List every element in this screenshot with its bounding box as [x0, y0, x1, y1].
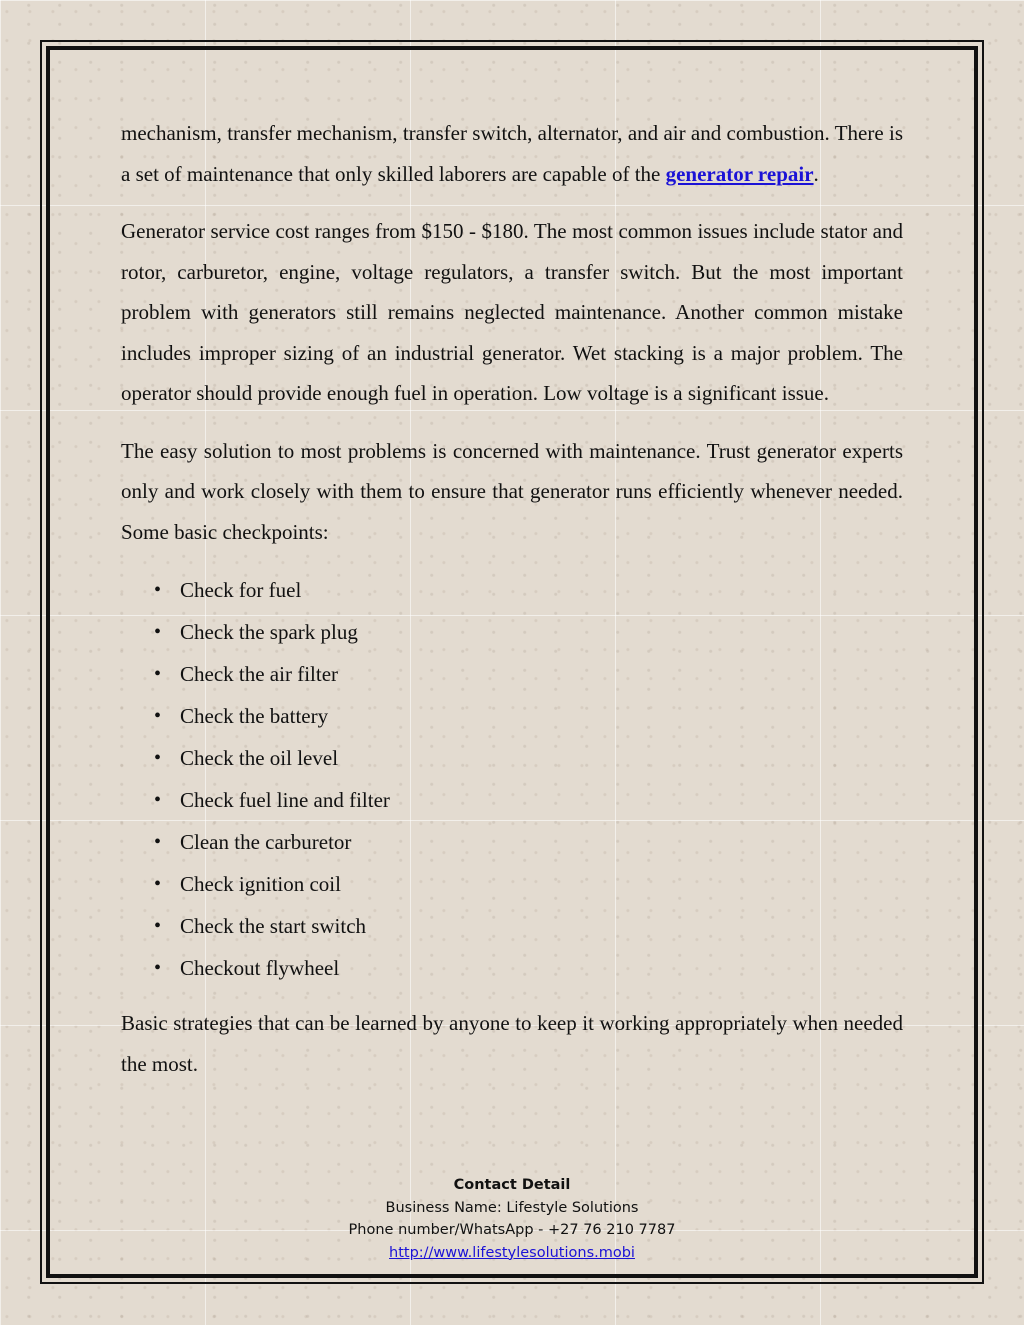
phone-number: Phone number/WhatsApp - +27 76 210 7787: [348, 1222, 676, 1238]
checkpoints-list: [121, 569, 903, 989]
paragraph-1-text: mechanism, transfer mechanism, transfer switch, alternator, and air and combustion. There is a set of maintenance that only skilled laborers are capable of the: [121, 121, 903, 186]
bullet-icon: •: [154, 873, 162, 895]
list-item-label: Check the battery: [180, 704, 329, 728]
list-item: [121, 863, 903, 905]
paragraph-2: Generator service cost ranges from $150 - $180. The most common issues include stator and rotor, carburetor, engine, voltage regulators, a transfer switch. But the most important problem with generators still remains neglected maintenance. Another common mistake includes improper sizing of an industrial generator. Wet stacking is a major problem. The operator should provide enough fuel in operation. Low voltage is a significant issue.: [121, 219, 903, 405]
bullet-icon: •: [154, 579, 162, 601]
list-item: [121, 779, 903, 821]
generator-repair-link[interactable]: generator repair: [665, 161, 814, 186]
list-item-label: Check fuel line and filter: [180, 788, 390, 812]
list-item: [121, 695, 903, 737]
contact-footer: [0, 1174, 1024, 1264]
business-name: Business Name: Lifestyle Solutions: [385, 1199, 639, 1216]
paragraph-4: Basic strategies that can be learned by anyone to keep it working appropriately when needed the most.: [121, 1011, 903, 1076]
website-link[interactable]: http://www.lifestylesolutions.mobi: [389, 1244, 635, 1261]
list-item-label: Check the oil level: [180, 746, 339, 770]
list-item: [121, 569, 903, 611]
list-item-label: Check the start switch: [180, 914, 367, 938]
bullet-icon: •: [154, 747, 162, 769]
contact-title: Contact Detail: [453, 1177, 571, 1193]
bullet-icon: •: [154, 957, 162, 979]
bullet-icon: •: [154, 789, 162, 811]
paragraph-1-end: .: [813, 161, 819, 186]
paragraph-1: [121, 113, 903, 194]
list-item: [121, 737, 903, 779]
bullet-icon: •: [154, 915, 162, 937]
paragraph-3: The easy solution to most problems is concerned with maintenance. Trust generator experts only and work closely with them to ensure that generator runs efficiently whenever needed. Some basic checkpoints:: [121, 438, 903, 544]
list-item: [121, 905, 903, 947]
list-item: [121, 611, 903, 653]
bullet-icon: •: [154, 621, 162, 643]
list-item-label: Check the spark plug: [180, 620, 358, 644]
bullet-icon: •: [154, 705, 162, 727]
list-item-label: Check ignition coil: [180, 872, 341, 896]
bullet-icon: •: [154, 831, 162, 853]
list-item-label: Clean the carburetor: [180, 830, 352, 854]
list-item-label: Checkout flywheel: [180, 956, 340, 980]
list-item-label: Check for fuel: [180, 578, 302, 602]
bullet-icon: •: [154, 663, 162, 685]
list-item: [121, 947, 903, 989]
document-body: [121, 113, 903, 1101]
list-item-label: Check the air filter: [180, 662, 339, 686]
list-item: [121, 653, 903, 695]
list-item: [121, 821, 903, 863]
